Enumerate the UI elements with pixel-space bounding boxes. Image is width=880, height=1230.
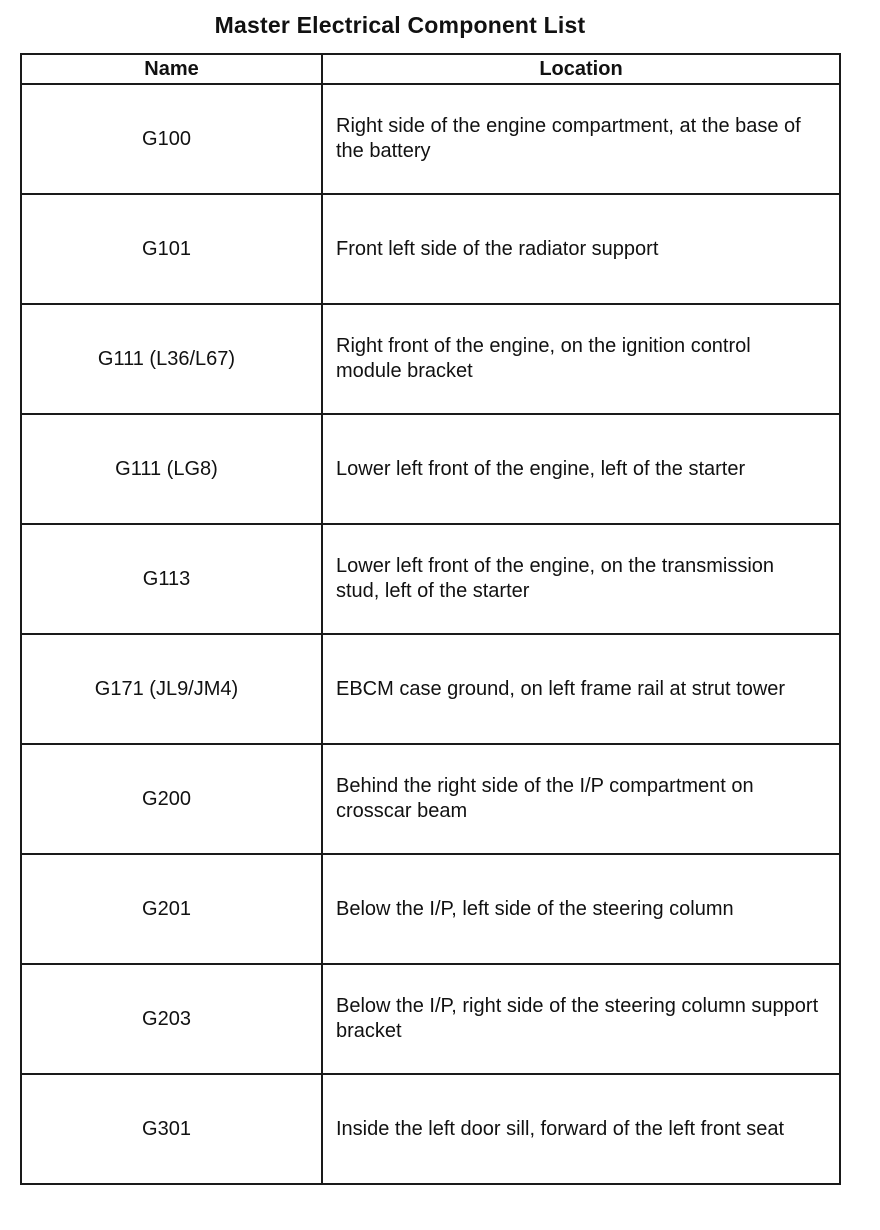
column-header-name: Name (21, 54, 322, 84)
table-row (21, 194, 840, 304)
component-location-cell: Front left side of the radiator support (322, 194, 840, 304)
table-header-row (21, 54, 840, 84)
table-row (21, 964, 840, 1074)
table-row (21, 414, 840, 524)
component-name-cell: G111 (LG8) (21, 414, 322, 524)
component-location-cell: Behind the right side of the I/P compartment on crosscar beam (322, 744, 840, 854)
table-row (21, 304, 840, 414)
table-row (21, 634, 840, 744)
component-name-cell: G301 (21, 1074, 322, 1184)
component-name-cell: G200 (21, 744, 322, 854)
component-location-cell: Below the I/P, right side of the steering column support bracket (322, 964, 840, 1074)
component-location-cell: Lower left front of the engine, left of the starter (322, 414, 840, 524)
table-row (21, 744, 840, 854)
table-row (21, 524, 840, 634)
component-name-cell: G203 (21, 964, 322, 1074)
component-name-cell: G201 (21, 854, 322, 964)
component-name-cell: G100 (21, 84, 322, 194)
table-row (21, 84, 840, 194)
page-title: Master Electrical Component List (214, 12, 586, 38)
component-table (20, 53, 841, 1185)
component-location-cell: Lower left front of the engine, on the transmission stud, left of the starter (322, 524, 840, 634)
table-row (21, 854, 840, 964)
component-name-cell: G171 (JL9/JM4) (21, 634, 322, 744)
component-name-cell: G111 (L36/L67) (21, 304, 322, 414)
component-location-cell: EBCM case ground, on left frame rail at strut tower (322, 634, 840, 744)
table-row (21, 1074, 840, 1184)
component-name-cell: G113 (21, 524, 322, 634)
component-name-cell: G101 (21, 194, 322, 304)
component-location-cell: Inside the left door sill, forward of the left front seat (322, 1074, 840, 1184)
column-header-location: Location (322, 54, 840, 84)
component-location-cell: Below the I/P, left side of the steering column (322, 854, 840, 964)
component-location-cell: Right front of the engine, on the ignition control module bracket (322, 304, 840, 414)
component-location-cell: Right side of the engine compartment, at the base of the battery (322, 84, 840, 194)
